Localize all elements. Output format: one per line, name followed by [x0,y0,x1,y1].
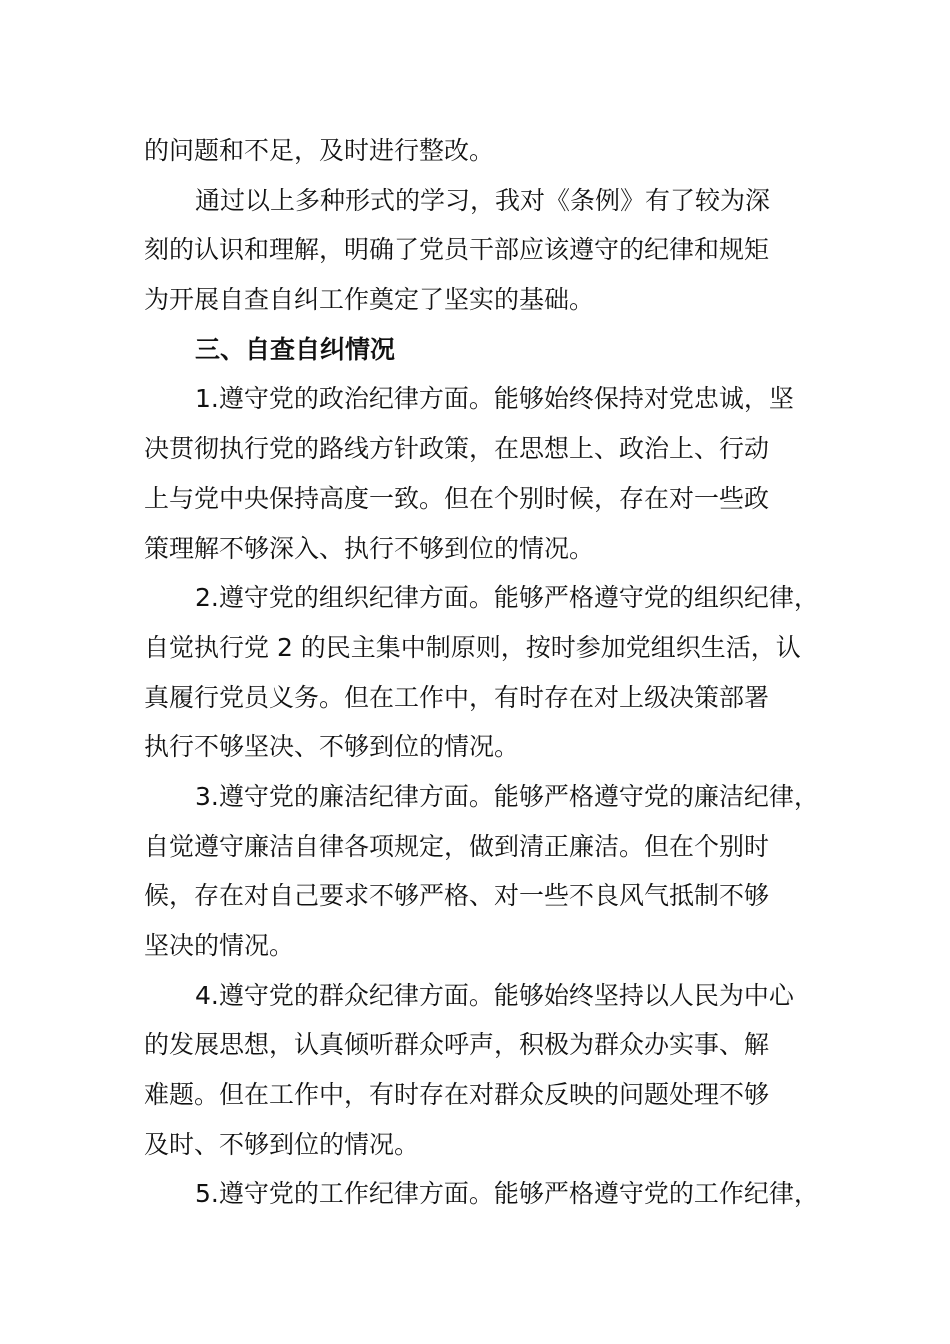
document-body [144,126,834,1219]
body-line: 候，存在对自己要求不够严格、对一些不良风气抵制不够 [144,881,770,911]
body-line: 及时、不够到位的情况。 [144,1129,420,1159]
body-line: 决贯彻执行党的路线方针政策，在思想上、政治上、行动 [144,434,770,464]
body-line: 难题。但在工作中，有时存在对群众反映的问题处理不够 [144,1080,770,1110]
paragraph-first-line: 3.遵守党的廉洁纪律方面。能够严格遵守党的廉洁纪律， [195,781,819,811]
paragraph-first-line: 5.遵守党的工作纪律方面。能够严格遵守党的工作纪律， [195,1179,819,1209]
paragraph-first-line: 通过以上多种形式的学习，我对《条例》有了较为深 [195,185,771,215]
body-line: 策理解不够深入、执行不够到位的情况。 [144,533,595,563]
paragraph-first-line: 1.遵守党的政治纪律方面。能够始终保持对党忠诚，坚 [195,384,794,414]
paragraph-first-line: 4.遵守党的群众纪律方面。能够始终坚持以人民为中心 [195,980,794,1010]
paragraph-first-line: 2.遵守党的组织纪律方面。能够严格遵守党的组织纪律， [195,583,819,613]
body-line: 刻的认识和理解，明确了党员干部应该遵守的纪律和规矩 [144,235,770,265]
section-heading: 三、自查自纠情况 [195,334,396,364]
body-line: 上与党中央保持高度一致。但在个别时候，存在对一些政 [144,483,770,513]
body-line: 的问题和不足，及时进行整改。 [144,136,495,165]
body-line: 自觉执行党 2 的民主集中制原则，按时参加党组织生活，认 [144,632,801,662]
body-line: 坚决的情况。 [144,931,295,960]
body-line: 执行不够坚决、不够到位的情况。 [144,732,520,762]
body-line: 为开展自查自纠工作奠定了坚实的基础。 [144,285,595,315]
body-line: 的发展思想，认真倾听群众呼声，积极为群众办实事、解 [144,1030,770,1060]
body-line: 真履行党员义务。但在工作中，有时存在对上级决策部署 [144,682,770,712]
body-line: 自觉遵守廉洁自律各项规定，做到清正廉洁。但在个别时 [144,831,770,861]
